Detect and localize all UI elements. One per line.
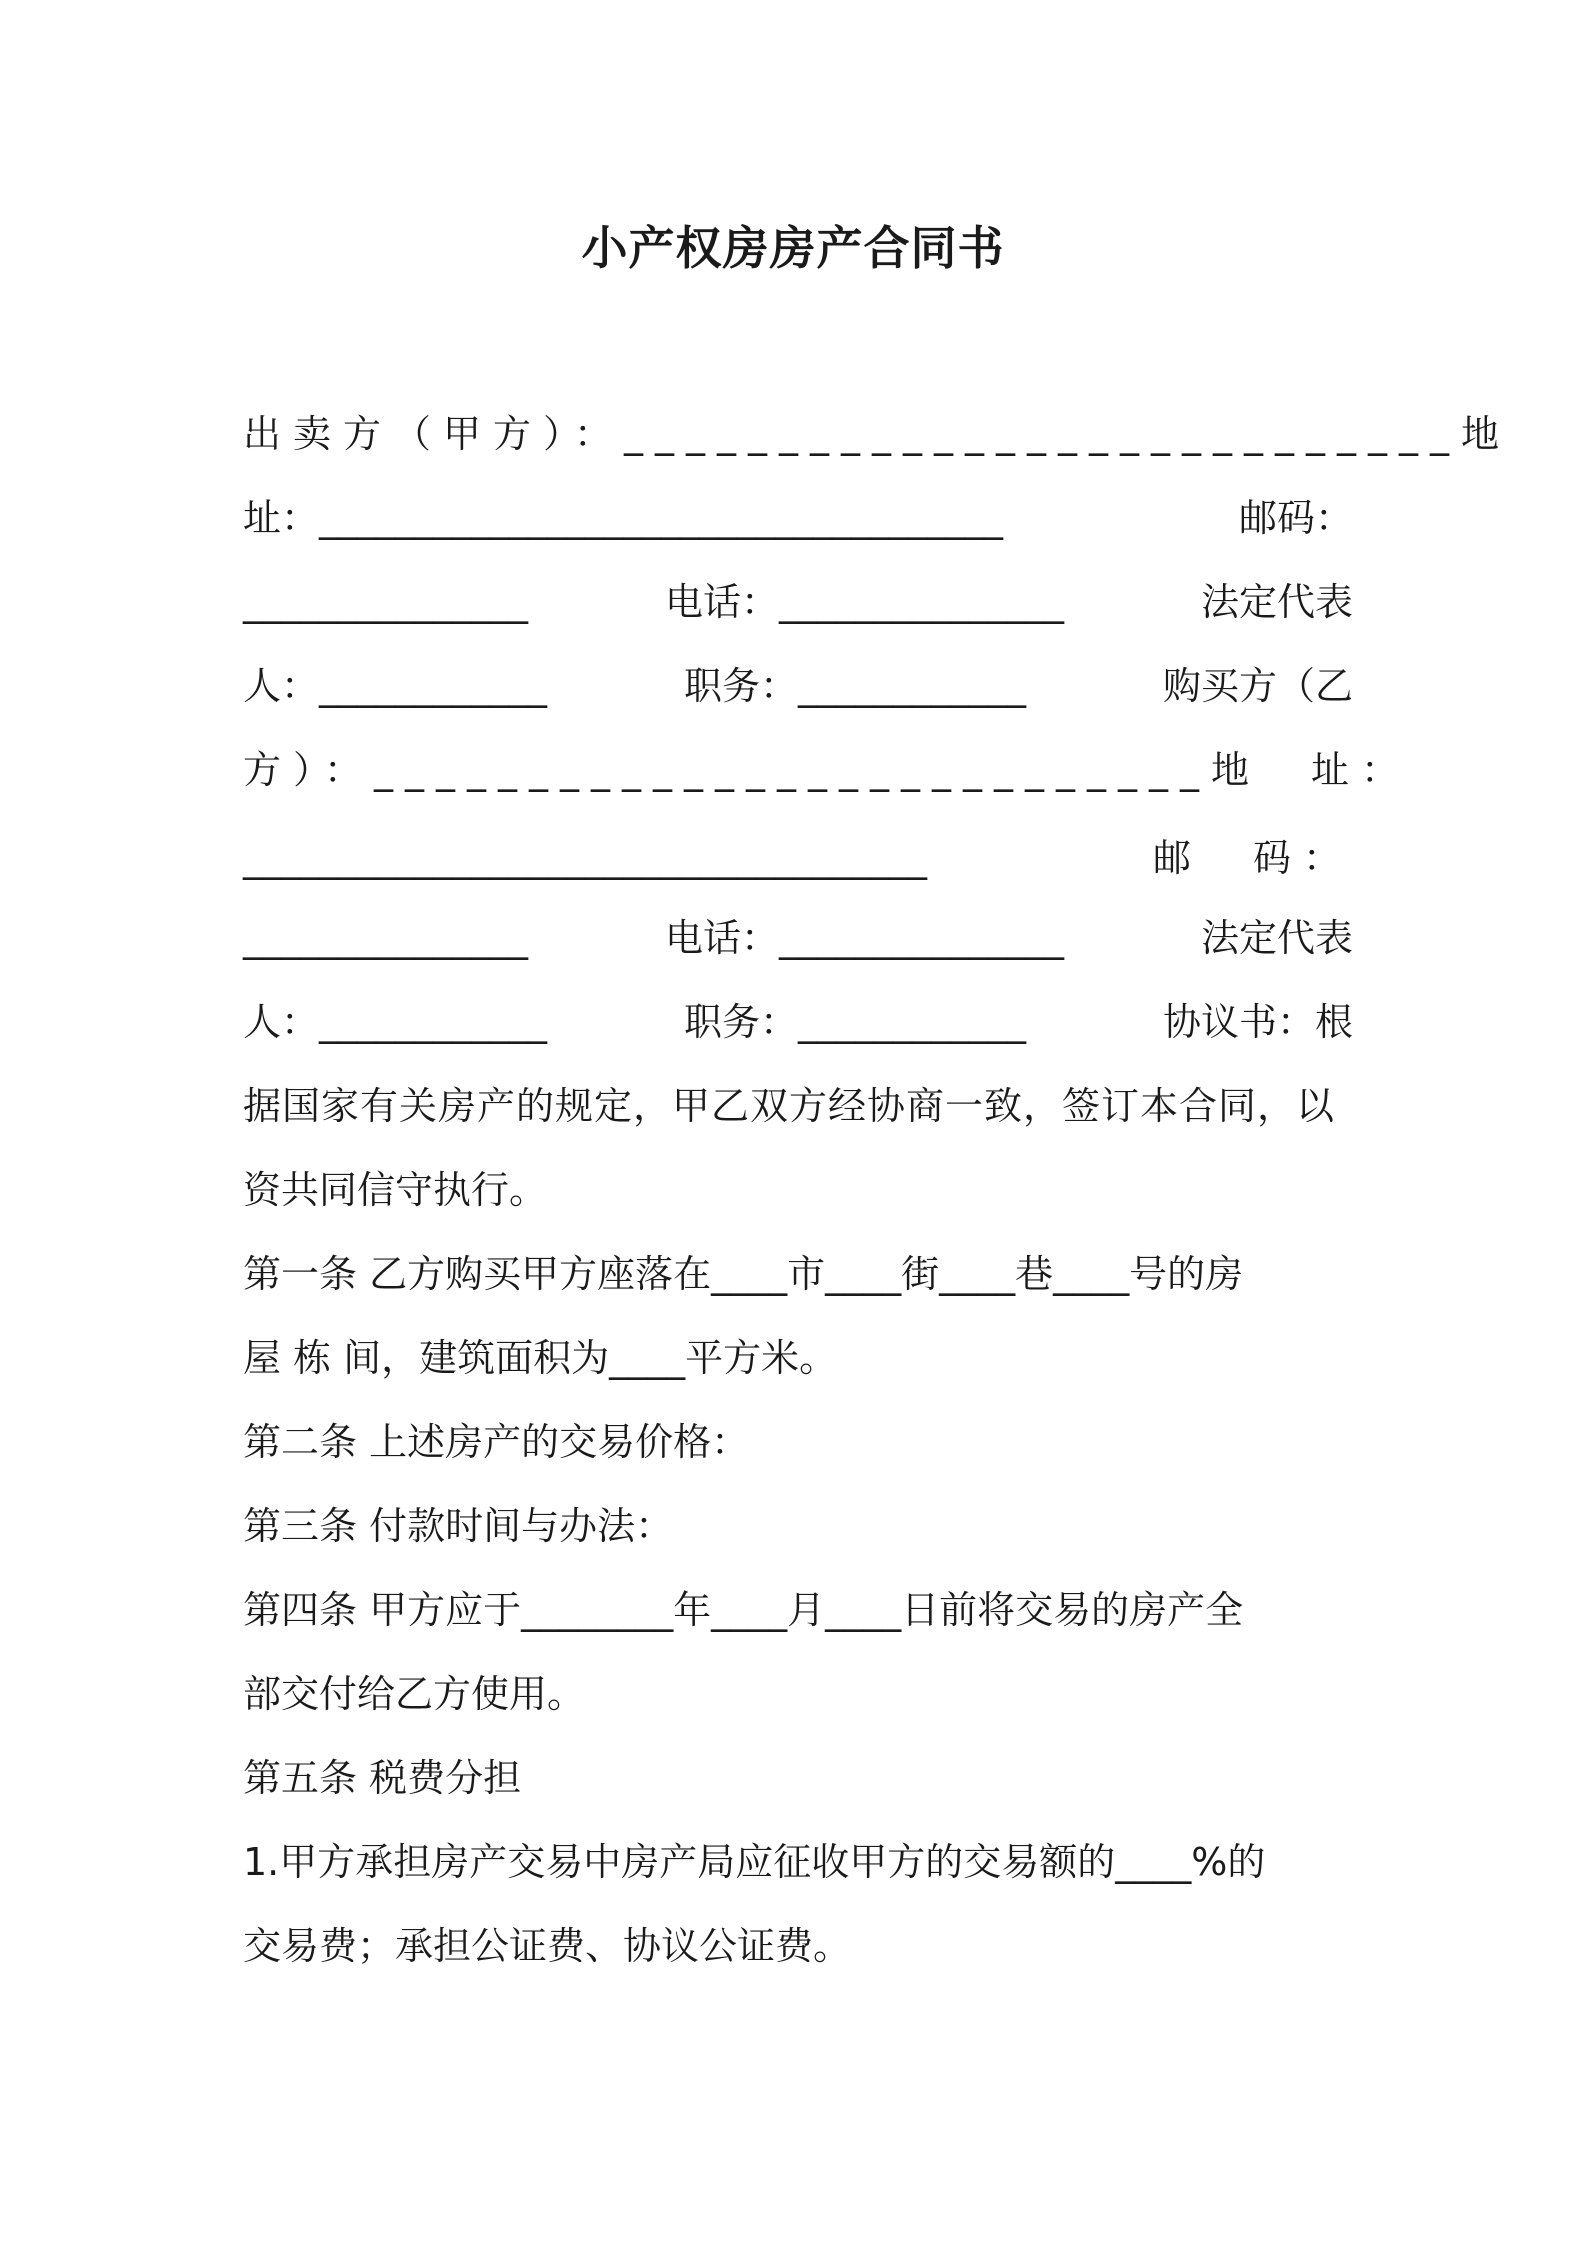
text-segment: 部交付给乙方使用。 — [243, 1672, 586, 1716]
seller-phone-field: 电话：_______________ — [664, 580, 1064, 624]
article-5-item-1 — [243, 1820, 1353, 1904]
article-1 — [243, 1232, 1353, 1316]
seller-postcode-field: _______________ — [243, 580, 528, 624]
buyer-address-label: 地 址： — [1211, 748, 1412, 792]
article-4 — [243, 1568, 1353, 1652]
article-5 — [243, 1736, 1353, 1820]
buyer-legal-rep-label: 法定代表 — [1200, 916, 1353, 960]
text-line — [243, 980, 1353, 1064]
article-3 — [243, 1484, 1353, 1568]
seller-position-field: 职务：____________ — [683, 664, 1026, 708]
seller-address-field: 址：____________________________________ — [243, 496, 1004, 540]
article-2 — [243, 1400, 1353, 1484]
seller-name-field: 出卖方（甲方）：___________________________ — [243, 412, 1462, 456]
seller-legal-rep-field: 人：____________ — [243, 664, 548, 708]
text-segment: 第五条 税费分担 — [243, 1756, 522, 1800]
buyer-phone-field: 电话：_______________ — [664, 916, 1064, 960]
seller-legal-rep-label: 法定代表 — [1200, 580, 1353, 624]
buyer-address-field: ____________________________________ — [243, 836, 927, 880]
seller-postcode-label: 邮码： — [1238, 496, 1353, 540]
text-line — [243, 1316, 1353, 1400]
buyer-postcode-field: _______________ — [243, 916, 528, 960]
buyer-label: 购买方（乙 — [1162, 664, 1353, 708]
text-segment: 第三条 付款时间与办法： — [243, 1504, 674, 1548]
text-line — [243, 728, 1412, 812]
text-line — [243, 644, 1353, 728]
text-segment: 1.甲方承担房产交易中房产局应征收甲方的交易额的____%的 — [243, 1840, 1266, 1884]
text-segment: 资共同信守执行。 — [243, 1168, 548, 1212]
text-line — [243, 1064, 1353, 1148]
text-segment: 第四条 甲方应于________年____月____日前将交易的房产全 — [243, 1588, 1244, 1632]
text-segment: 屋 栋 间，建筑面积为____平方米。 — [243, 1336, 838, 1380]
buyer-postcode-label: 邮 码： — [1152, 836, 1353, 880]
text-segment: 第二条 上述房产的交易价格： — [243, 1420, 750, 1464]
text-segment: 第一条 乙方购买甲方座落在____市____街____巷____号的房 — [243, 1252, 1244, 1296]
agreement-label: 协议书：根 — [1162, 1000, 1353, 1044]
text-line — [243, 1904, 1353, 1988]
text-line — [243, 896, 1353, 980]
text-segment: 据国家有关房产的规定，甲乙双方经协商一致，签订本合同，以 — [243, 1084, 1336, 1128]
text-segment: 地 — [1461, 412, 1500, 456]
buyer-position-field: 职务：____________ — [683, 1000, 1026, 1044]
text-line — [243, 816, 1353, 900]
text-line — [243, 476, 1353, 560]
text-segment: 交易费；承担公证费、协议公证费。 — [243, 1924, 852, 1968]
document-title: 小产权房房产合同书 — [581, 221, 1005, 275]
buyer-name-field: 方）：___________________________ — [243, 748, 1212, 792]
text-line — [243, 560, 1353, 644]
buyer-legal-rep-field: 人：____________ — [243, 1000, 548, 1044]
text-line — [243, 1148, 1353, 1232]
text-line — [243, 392, 1500, 476]
text-line — [243, 1652, 1353, 1736]
